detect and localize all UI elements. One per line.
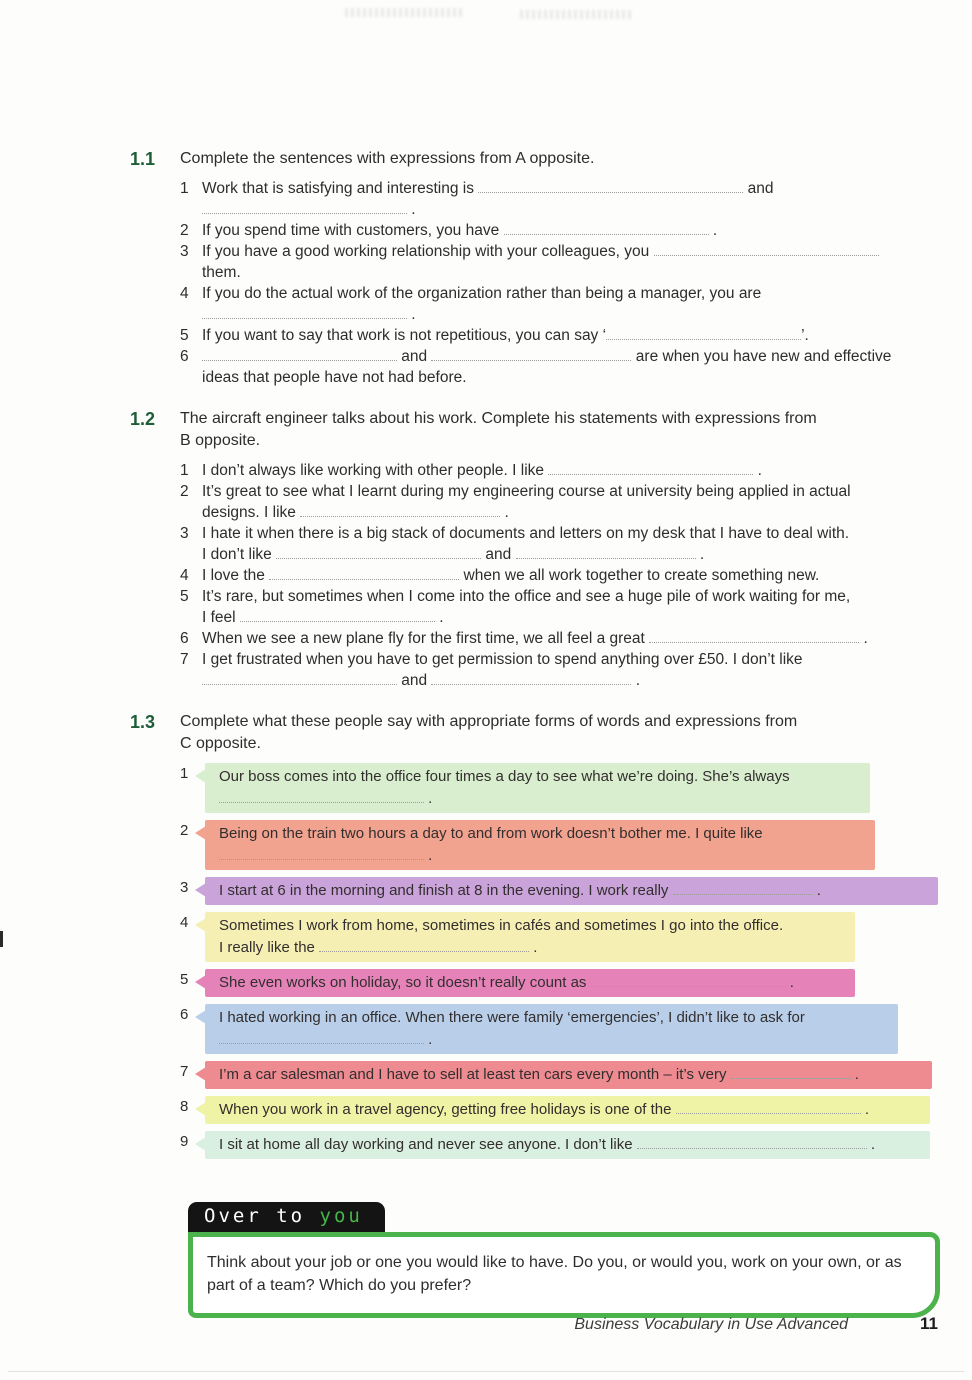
item-number: 6: [180, 348, 189, 365]
item-text: [202, 178, 942, 220]
scan-edge-artifact: [8, 1371, 964, 1372]
answer-blank: [504, 221, 709, 235]
text-segment: When we see a new plane fly for the first time, we all feel a great: [202, 630, 650, 647]
text-segment: .: [695, 546, 705, 563]
text-segment: When you work in a travel agency, getting free holidays is one of the: [219, 1101, 676, 1118]
section-instruction: [180, 148, 942, 170]
text-segment: .: [859, 630, 868, 647]
page-number: 11: [920, 1314, 938, 1333]
item-text: [202, 649, 942, 691]
text-segment: I hate it when there is a big stack of documents and letters on my desk that I have to deal with.: [202, 525, 850, 542]
text-line: [219, 1029, 884, 1051]
text-segment: I don’t always like working with other people. I like: [202, 462, 549, 479]
answer-blank: [649, 629, 859, 643]
text-segment: Being on the train two hours a day to and from work doesn’t bother me. I quite like: [219, 825, 763, 842]
item-text: [202, 481, 942, 523]
item-number: 3: [180, 879, 189, 896]
text-segment: designs. I like: [202, 504, 301, 521]
text-line: [202, 670, 942, 691]
speech-bubble: [205, 820, 875, 870]
instruction-line: Complete what these people say with appropriate forms of words and expressions from: [180, 713, 798, 730]
item-text: [202, 460, 942, 481]
text-segment: when we all work together to create something new.: [459, 567, 820, 584]
book-title: Business Vocabulary in Use Advanced: [574, 1316, 849, 1333]
text-segment: .: [785, 974, 794, 991]
text-segment: It’s rare, but sometimes when I come into the office and see a huge pile of work waiting for me,: [202, 588, 851, 605]
speech-bubble-item: [180, 969, 942, 997]
answer-blank: [202, 347, 397, 361]
speech-bubble: [205, 877, 938, 905]
answer-blank: [591, 973, 786, 987]
text-line: [202, 241, 942, 262]
page-content: [130, 148, 942, 1318]
over-to-you-label: [188, 1202, 385, 1232]
item-number: 2: [180, 822, 189, 839]
page-footer: [0, 1314, 972, 1334]
over-to-you-block: [188, 1202, 942, 1318]
text-line: [219, 766, 856, 788]
text-segment: .: [407, 201, 416, 218]
section-number: 1.1: [130, 149, 156, 169]
item-number: 5: [180, 588, 189, 605]
answer-blank: [219, 1030, 424, 1044]
text-segment: Sometimes I work from home, sometimes in cafés and sometimes I go into the office.: [219, 917, 784, 934]
bubble-tail: [195, 1010, 206, 1024]
answer-blank: [240, 608, 435, 622]
item-number: 3: [180, 525, 189, 542]
text-segment: I love the: [202, 567, 270, 584]
answer-blank: [269, 566, 459, 580]
item-number: 3: [180, 243, 189, 260]
exercise-item: [180, 649, 942, 691]
bubble-tail: [195, 769, 206, 783]
text-segment: I feel: [202, 609, 240, 626]
text-line: [202, 283, 942, 304]
text-segment: She even works on holiday, so it doesn’t really count as: [219, 974, 591, 991]
exercise-item: [180, 220, 942, 241]
item-text: [202, 241, 942, 283]
exercise-item-list: [180, 460, 942, 691]
item-number: 6: [180, 1006, 189, 1023]
item-number: 7: [180, 1063, 189, 1080]
text-segment: .: [424, 847, 433, 864]
text-line: [202, 262, 942, 283]
text-line: [202, 178, 942, 199]
answer-blank: [548, 461, 753, 475]
exercise-item: [180, 628, 942, 649]
exercise-item: [180, 565, 942, 586]
print-bleedthrough-artifact: [520, 10, 632, 19]
answer-blank: [731, 1065, 851, 1079]
bubble-tail: [195, 1102, 206, 1116]
text-segment: .: [708, 222, 718, 239]
speech-bubble-item: [180, 1061, 942, 1089]
text-line: [202, 502, 942, 523]
text-segment: If you spend time with customers, you have: [202, 222, 504, 239]
text-segment: .: [850, 1066, 859, 1083]
text-line: [202, 199, 942, 220]
text-segment: If you do the actual work of the organization rather than being a manager, you are: [202, 285, 762, 302]
speech-bubble: [205, 1004, 898, 1054]
item-text: [202, 586, 942, 628]
section-body: [180, 408, 942, 691]
speech-bubble-item: [180, 877, 942, 905]
exercise-item: [180, 586, 942, 628]
over-to-you-label-white: Over to: [204, 1205, 320, 1227]
section-1-3: [130, 711, 942, 1166]
answer-blank: [202, 200, 407, 214]
text-line: [202, 481, 942, 502]
exercise-item: [180, 241, 942, 283]
text-line: [219, 937, 841, 959]
text-segment: and: [397, 672, 432, 689]
item-number: 2: [180, 222, 189, 239]
exercise-item: [180, 460, 942, 481]
exercise-item: [180, 325, 942, 346]
answer-blank: [516, 545, 696, 559]
speech-bubble: [205, 1131, 930, 1159]
text-line: [219, 972, 841, 994]
text-segment: Work that is satisfying and interesting is: [202, 180, 479, 197]
text-segment: I get frustrated when you have to get permission to spend anything over £50. I don’t like: [202, 651, 803, 668]
text-segment: .: [866, 1136, 876, 1153]
item-text: [202, 628, 942, 649]
exercise-item: [180, 178, 942, 220]
bubble-tail: [195, 1067, 206, 1081]
text-segment: .: [424, 790, 433, 807]
answer-blank: [300, 503, 500, 517]
text-segment: I’m a car salesman and I have to sell at least ten cars every month – it’s very: [219, 1066, 731, 1083]
item-number: 4: [180, 567, 189, 584]
text-segment: .: [407, 306, 416, 323]
text-segment: .: [500, 504, 509, 521]
text-segment: them.: [202, 264, 241, 281]
text-segment: I sit at home all day working and never see anyone. I don’t like: [219, 1136, 637, 1153]
bubble-tail: [195, 975, 206, 989]
answer-blank: [431, 671, 631, 685]
text-segment: .: [529, 939, 538, 956]
text-line: [219, 1007, 884, 1029]
text-line: [219, 1064, 918, 1086]
text-line: [202, 460, 942, 481]
text-line: [202, 325, 942, 346]
answer-blank: [431, 347, 631, 361]
answer-blank: [219, 846, 424, 860]
speech-bubble-item: [180, 1004, 942, 1054]
answer-blank: [319, 938, 529, 952]
text-line: [219, 880, 924, 902]
section-1-1: [130, 148, 942, 388]
text-segment: ’.: [801, 327, 809, 344]
text-segment: and: [397, 348, 432, 365]
section-number: 1.2: [130, 409, 156, 429]
over-to-you-box: [188, 1232, 940, 1318]
instruction-line: C opposite.: [180, 735, 261, 752]
item-number: 1: [180, 765, 189, 782]
text-segment: .: [434, 609, 444, 626]
instruction-line: B opposite.: [180, 432, 261, 449]
text-line: [202, 367, 942, 388]
instruction-line: Complete the sentences with expressions from A opposite.: [180, 150, 595, 167]
exercise-item: [180, 283, 942, 325]
answer-blank: [202, 305, 407, 319]
speech-bubble-item: [180, 912, 942, 962]
item-number: 4: [180, 285, 189, 302]
text-line: [219, 788, 856, 810]
item-text: [202, 325, 942, 346]
answer-blank: [673, 881, 813, 895]
item-number: 5: [180, 327, 189, 344]
speech-bubble: [205, 1061, 932, 1089]
item-text: [202, 523, 942, 565]
text-segment: If you want to say that work is not repetitious, you can say ‘: [202, 327, 607, 344]
speech-bubble: [205, 912, 855, 962]
item-text: [202, 346, 942, 388]
text-segment: I really like the: [219, 939, 320, 956]
item-number: 1: [180, 462, 189, 479]
text-line: [202, 304, 942, 325]
exercise-item-list: [180, 178, 942, 388]
speech-bubble-item: [180, 763, 942, 813]
text-segment: I hated working in an office. When there were family ‘emergencies’, I didn’t like to ask for: [219, 1009, 805, 1026]
text-line: [202, 649, 942, 670]
text-line: [202, 346, 942, 367]
text-segment: and: [481, 546, 516, 563]
speech-bubble-list: [180, 763, 942, 1159]
text-line: [219, 915, 841, 937]
item-text: [202, 220, 942, 241]
text-segment: .: [812, 882, 821, 899]
section-body: [180, 711, 942, 1166]
text-segment: I start at 6 in the morning and finish at 8 in the evening. I work really: [219, 882, 673, 899]
text-line: [219, 1134, 916, 1156]
answer-blank: [202, 671, 397, 685]
item-number: 5: [180, 971, 189, 988]
text-segment: and: [743, 180, 774, 197]
speech-bubble: [205, 969, 855, 997]
bubble-tail: [195, 883, 206, 897]
bubble-tail: [195, 826, 206, 840]
text-line: [219, 1099, 916, 1121]
answer-blank: [219, 789, 424, 803]
speech-bubble: [205, 1096, 930, 1124]
speech-bubble-item: [180, 1131, 942, 1159]
over-to-you-label-green: you: [319, 1205, 363, 1227]
item-text: [202, 565, 942, 586]
print-bleedthrough-artifact: [345, 8, 465, 17]
text-line: [202, 220, 942, 241]
text-segment: are when you have new and effective: [631, 348, 892, 365]
instruction-line: The aircraft engineer talks about his work. Complete his statements with expressions from: [180, 410, 817, 427]
item-number: 8: [180, 1098, 189, 1115]
scan-edge-artifact: [0, 931, 3, 947]
exercise-item: [180, 523, 942, 565]
item-text: [202, 283, 942, 325]
speech-bubble-item: [180, 820, 942, 870]
exercise-item: [180, 481, 942, 523]
text-segment: .: [753, 462, 762, 479]
text-line: [202, 565, 942, 586]
speech-bubble-item: [180, 1096, 942, 1124]
text-segment: .: [860, 1101, 869, 1118]
answer-blank: [637, 1135, 867, 1149]
item-number: 9: [180, 1133, 189, 1150]
item-number: 6: [180, 630, 189, 647]
text-segment: I don’t like: [202, 546, 277, 563]
text-segment: It’s great to see what I learnt during my engineering course at university being applied in actual: [202, 483, 851, 500]
bubble-tail: [195, 1137, 206, 1151]
text-line: [202, 544, 942, 565]
answer-blank: [654, 242, 879, 256]
item-number: 4: [180, 914, 189, 931]
item-number: 7: [180, 651, 189, 668]
item-number: 2: [180, 483, 189, 500]
item-number: 1: [180, 180, 189, 197]
text-line: [219, 845, 861, 867]
text-segment: .: [424, 1031, 433, 1048]
section-instruction: [180, 711, 942, 755]
text-segment: If you have a good working relationship with your colleagues, you: [202, 243, 654, 260]
text-segment: ideas that people have not had before.: [202, 369, 467, 386]
text-line: [202, 628, 942, 649]
answer-blank: [276, 545, 481, 559]
text-line: [202, 607, 942, 628]
text-segment: Our boss comes into the office four times a day to see what we’re doing. She’s always: [219, 768, 790, 785]
over-to-you-text-line: part of a team? Which do you prefer?: [207, 1277, 472, 1294]
text-segment: .: [631, 672, 641, 689]
speech-bubble: [205, 763, 870, 813]
exercise-item: [180, 346, 942, 388]
over-to-you-text-line: Think about your job or one you would like to have. Do you, or would you, work on your own, or as: [207, 1254, 902, 1271]
section-instruction: [180, 408, 942, 452]
answer-blank: [478, 179, 743, 193]
bubble-tail: [195, 918, 206, 932]
answer-blank: [676, 1100, 861, 1114]
section-number: 1.3: [130, 712, 156, 732]
text-line: [219, 823, 861, 845]
section-1-2: [130, 408, 942, 691]
text-line: [202, 523, 942, 544]
text-line: [202, 586, 942, 607]
section-body: [180, 148, 942, 388]
answer-blank: [606, 326, 801, 340]
